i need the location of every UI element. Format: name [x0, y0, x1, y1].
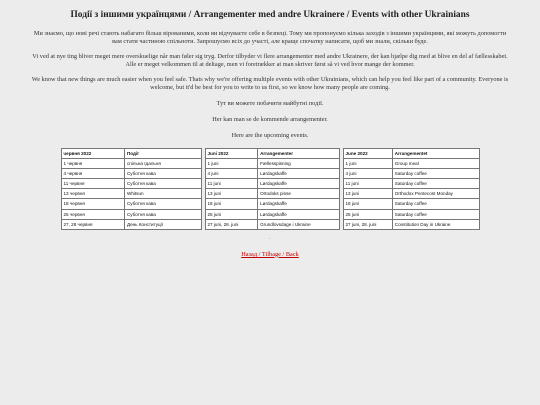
table-cell-date: 11 червня [61, 179, 124, 189]
table-cell-event: Lørdagskaffe [258, 179, 339, 189]
table-row [61, 219, 201, 229]
table-cell-event: Lørdagskaffe [258, 209, 339, 219]
upcoming-danish: Her kan man se de kommende arrangementer. [212, 115, 328, 123]
table-cell-event: Lørdagskaffe [258, 199, 339, 209]
table-cell-date: 1 червня [61, 159, 124, 169]
table-cell-event: Constitution Day in Ukraine [392, 219, 479, 229]
table-cell-event: Saturday coffee [392, 179, 479, 189]
table-cell-event: Orthodox Pentecost Monday [392, 189, 479, 199]
table-row [205, 199, 339, 209]
table-row [61, 199, 201, 209]
table-cell-event: Saturday coffee [392, 169, 479, 179]
table-cell-event: Whitsun [124, 189, 201, 199]
table-cell-date: 25 червня [61, 209, 124, 219]
table-row [205, 169, 339, 179]
table-row [61, 159, 201, 169]
table-cell-event: Ortodoks pinse [258, 189, 339, 199]
table-cell-date: 1 juni [343, 159, 392, 169]
table-cell-date: 18 juni [343, 199, 392, 209]
table-cell-event: Fællesspisning [258, 159, 339, 169]
table-row [205, 189, 339, 199]
table-cell-event: Суботня кава [124, 199, 201, 209]
intro-ukrainian: Ми знаємо, що нові речі стають набагато більш вірованими, коли ви відчуваєте себе в безпеці. Тому ми пропонуємо кілька заходів з іншими українцями, які можуть допомогти вам стати частиною спільноти. Запрошуємо всіх до участі, але краще спочатку написати, щоб ми знали, скільки буде. [33, 30, 507, 45]
events-table-english [343, 148, 480, 230]
upcoming-english: Here are the upcoming events. [231, 131, 309, 139]
intro-danish: Vi ved at nye ting bliver meget mere overskuelige når man føler sig tryg. Derfor tilbyder vi flere arrangementer med andre Ukrainere, der kan hjælpe dig med at blive en del af fællesskabet. Alle er meget velkommen til at deltage, men vi foretrækker at man skriver først så vi ved hvor mange der kommer. [32, 53, 508, 68]
upcoming-ukrainian: Тут ви можете побачити майбутні події. [216, 99, 324, 107]
table-header-date: Juni 2022 [205, 148, 258, 159]
table-row [343, 159, 479, 169]
separator-dot: · [269, 236, 271, 242]
table-header-event: Arrangementet [392, 148, 479, 159]
table-header-event: Arrangementer [258, 148, 339, 159]
table-cell-event: Grundlovsdage i Ukraine [258, 219, 339, 229]
table-row [205, 159, 339, 169]
table-cell-date: 27 juni, 28. juni [343, 219, 392, 229]
table-row [61, 169, 201, 179]
table-row [343, 169, 479, 179]
events-tables [30, 148, 510, 230]
table-cell-date: 27, 28 червня [61, 219, 124, 229]
table-row [343, 199, 479, 209]
table-cell-date: 25 juni [343, 209, 392, 219]
table-cell-date: 13 червня [61, 189, 124, 199]
table-cell-date: 27 juni, 28. juni [205, 219, 258, 229]
table-row [343, 189, 479, 199]
table-cell-event: спільна їдальня [124, 159, 201, 169]
table-cell-event: Saturday coffee [392, 199, 479, 209]
table-row [205, 219, 339, 229]
table-cell-event: Group meal [392, 159, 479, 169]
table-cell-date: 4 червня [61, 169, 124, 179]
table-cell-date: 4 juni [205, 169, 258, 179]
table-cell-event: Суботня кава [124, 209, 201, 219]
events-table-ukrainian [61, 148, 202, 230]
intro-english: We know that new things are much easier when you feel safe. Thats why we're offering multiple events with other Ukrainians, which can help you feel like part of a community. Everyone is welcome, but it'd be best for you to write to us first, so we know how many people are coming. [31, 76, 509, 91]
table-cell-event: Lørdagskaffe [258, 169, 339, 179]
table-row [343, 179, 479, 189]
table-cell-date: 18 juni [205, 199, 258, 209]
table-row [61, 179, 201, 189]
table-cell-event: Saturday coffee [392, 209, 479, 219]
table-cell-date: 25 juni [205, 209, 258, 219]
table-header-date: June 2022 [343, 148, 392, 159]
table-cell-event: Суботня кава [124, 179, 201, 189]
events-table-danish [205, 148, 340, 230]
table-cell-date: 1 juni [205, 159, 258, 169]
table-header-event: Події [124, 148, 201, 159]
table-cell-event: Суботня кава [124, 169, 201, 179]
back-link[interactable]: Назад / Tilbage / Back [241, 250, 299, 258]
table-cell-date: 11 juni [205, 179, 258, 189]
page-title: Події з іншими українцями / Arrangementer med andre Ukrainere / Events with other Ukrainians [70, 10, 470, 20]
table-row [205, 209, 339, 219]
table-row [343, 209, 479, 219]
table-cell-date: 13 juni [205, 189, 258, 199]
table-cell-date: 11 juni [343, 179, 392, 189]
table-header-date: червня 2022 [61, 148, 124, 159]
table-cell-date: 4 juni [343, 169, 392, 179]
table-row [343, 219, 479, 229]
table-row [61, 209, 201, 219]
table-row [61, 189, 201, 199]
table-cell-date: 18 червня [61, 199, 124, 209]
table-cell-event: День Конституції [124, 219, 201, 229]
table-cell-date: 13 juni [343, 189, 392, 199]
table-row [205, 179, 339, 189]
